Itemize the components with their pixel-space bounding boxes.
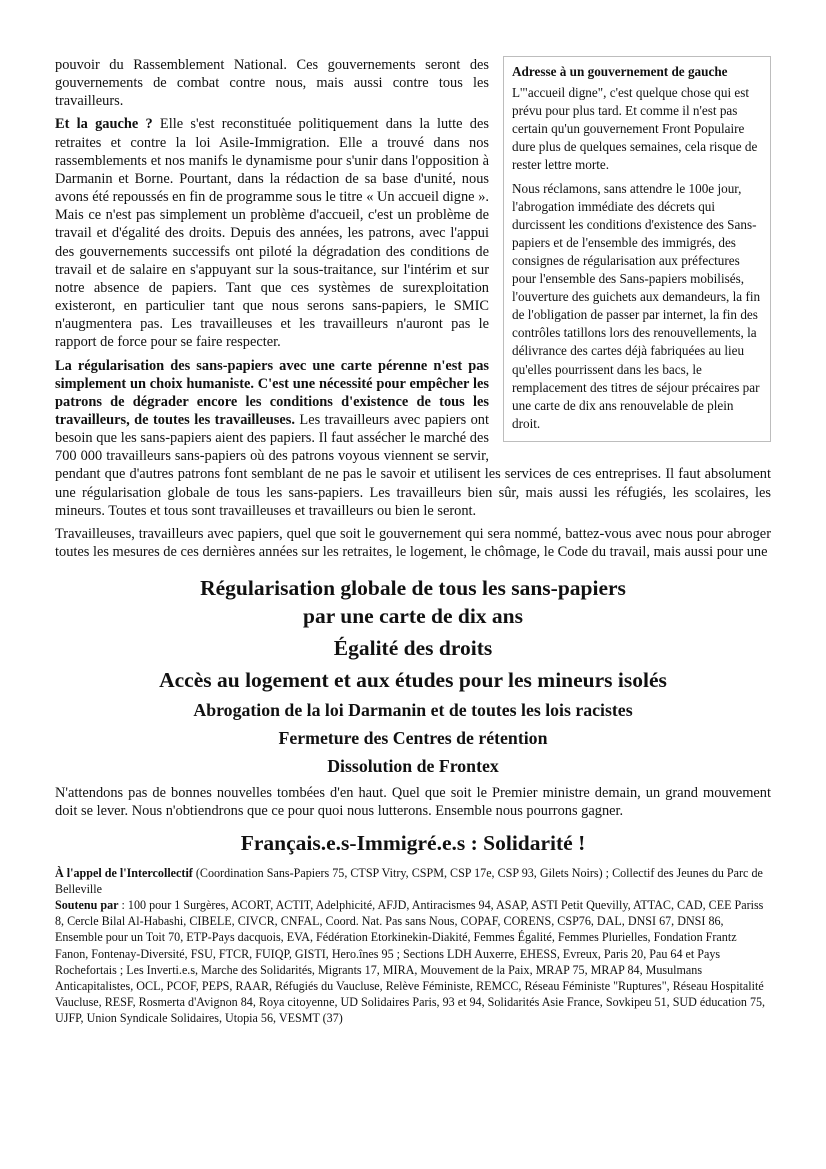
- paragraph-workers-call: Travailleuses, travailleurs avec papiers, quel que soit le gouvernement qui sera nommé, battez-vous avec nous pour abroger toutes les mesures de ces dernières années sur les retraites, le logement, le chômage, le Code du travail, mais aussi pour une: [55, 525, 771, 561]
- paragraph-regularisation-text: Les travailleurs avec papiers ont besoin que les sans-papiers aient des papiers. Il faut assécher le marché des 700 000 travailleurs sans-papiers où des patrons voyous viennent se servir, pendant que d'autres patrons font semblant de ne pas le savoir et utilisent les services de ces entreprises. Il faut absolument une régularisation globale de tous les sans-papiers. Les travailleurs bien sûr, mais aussi les réfugiés, les scolaires, les mineurs. Toutes et tous sont travailleuses et travailleurs ou bien le seront.: [55, 411, 771, 519]
- paragraph-intro: pouvoir du Rassemblement National. Ces gouvernements seront des gouvernements de combat contre nous, mais aussi contre tous les travailleurs.: [55, 57, 489, 110]
- solidarity-slogan: Français.e.s-Immigré.e.s : Solidarité !: [240, 830, 586, 855]
- sidebar-box-paragraph-2: Nous réclamons, sans attendre le 100e jour, l'abrogation immédiate des décrets qui durcissent les conditions d'existence des Sans-papiers et de l'ensemble des immigrés, des consignes de régularisation aux préfectures pour l'ensemble des Sans-papiers mobilisés, l'ouverture des guichets aux demandeurs, la fin de l'obligation de passer par internet, la fin des contrôles tatillons lors des renouvellements, la délivrance des cartes déjà fabriquées au lieu qu'elles pourrissent dans les bacs, le remplacement des titres de séjour précaires par une carte de dix ans renouvelable de plein droit.: [512, 180, 761, 431]
- demand-ten-year-card: par une carte de dix ans: [303, 604, 523, 629]
- sidebar-box-paragraph-1: L'"accueil digne", c'est quelque chose qui est prévu pour plus tard. Et comme il n'est pas certain qu'un gouvernement Front Populaire dure plus de quelques semaines, cela risque de rester lettre morte.: [512, 85, 758, 173]
- paragraph-left-text: Elle s'est reconstituée politiquement dans la lutte des retraites et contre la loi Asile-Immigration. Elle a trouvé dans nos rassemblements et nos manifs le dynamisme pour s'unir dans l'opposition à Darmanin et Borne. Pourtant, dans la rédaction de sa base d'unité, nous avons été repoussés en fin de programme sous le titre « Un accueil digne ». Mais ce n'est pas simplement un problème d'accueil, c'est un problème de travail et d'égalité des droits. Depuis des années, les patrons, avec l'appui des gouvernements successifs ont piloté la dégradation des conditions de travail et de salaire en s'appuyant sur la sous-traitance, sur l'intérim et sur notre absence de papiers. Tant que ces systèmes de surexploitation existeront, en particulier tant que nous serons sans-papiers, le SMIC n'augmentera pas. Les travailleuses et les travailleurs n'auront pas le rapport de force pour se faire respecter.: [55, 116, 489, 351]
- paragraph-regularisation-lead: La régularisation des sans-papiers avec une carte pérenne n'est pas simplement un choix humaniste. C'est une nécessité pour empêcher les patrons de dégrader encore les conditions d'existence de tous les travailleurs, de toutes les travailleuses.: [55, 357, 489, 428]
- demand-darmanin-law: Abrogation de la loi Darmanin et de toutes les lois racistes: [193, 700, 633, 721]
- document-page: [55, 56, 771, 1027]
- demand-frontex: Dissolution de Frontex: [327, 756, 499, 777]
- appeal-lead: À l'appel de l'Intercollectif: [55, 865, 193, 880]
- backed-by-text: : 100 pour 1 Surgères, ACORT, ACTIT, Adelphicité, AFJD, Antiracismes 94, ASAP, ASTI Petit Quevilly, ATTAC, CAD, CEE Pariss 8, Cercle Bilal Al-Habashi, CIBELE, CIVCR, CNFAL, Coord. Nat. Pas sans Nous, COPAF, CORENS, CSP76, DAL, DNSI 67, DNSI 86, Ensemble pour un Toit 70, ETP-Pays dacquois, EVA, Fédération Etorkinekin-Diakité, Femmes Égalité, Femmes Plurielles, Fondation Frantz Fanon, Fontenay-Diversité, FSU, FTCR, FUIQP, GISTI, Hero.înes 95 ; Sections LDH Auxerre, EHESS, Evreux, Paris 20, Pau 64 et Pays Rochefortais ; Les Inverti.e.s, Marche des Solidarités, Migrants 17, MIRA, Mouvement de la Paix, MRAP 75, MRAP 84, Musulmans Anticapitalistes, OCL, PCOF, PEPS, RAAR, Réfugiés du Vaucluse, Relève Féministe, REMCC, Réseau Féministe "Ruptures", Réseau Hospitalité Vaucluse, RESF, Rosmerta d'Avignon 84, Roya citoyenne, UD Solidaires Paris, 93 et 94, Solidarités Asie France, Sovkipeu 51, SUD éducation 75, UJFP, Union Syndicale Solidaires, Utopia 56, VESMT (37): [55, 897, 766, 1026]
- backed-by-lead: Soutenu par: [55, 897, 119, 912]
- appeal-line: [55, 865, 771, 897]
- paragraph-left-lead: Et la gauche ?: [55, 116, 153, 133]
- sidebar-box-title: Adresse à un gouvernement de gauche: [512, 64, 728, 79]
- sidebar-box-address: [503, 56, 771, 442]
- signatories: [55, 865, 771, 1027]
- appeal-text: (Coordination Sans-Papiers 75, CTSP Vitry, CSPM, CSP 17e, CSP 93, Gilets Noirs) ; Collectif des Jeunes du Parc de Belleville: [55, 865, 763, 896]
- backed-by-line: [55, 897, 771, 1027]
- demand-housing-minors: Accès au logement et aux études pour les mineurs isolés: [159, 668, 667, 693]
- demand-regularisation: Régularisation globale de tous les sans-papiers: [200, 576, 626, 601]
- demands-list: [55, 574, 771, 778]
- closing-paragraph: N'attendons pas de bonnes nouvelles tombées d'en haut. Quel que soit le Premier ministre demain, un grand mouvement doit se lever. Nous n'obtiendrons que ce pour quoi nous lutterons. Ensemble nous pourrons gagner.: [55, 785, 771, 820]
- demand-equal-rights: Égalité des droits: [333, 636, 493, 661]
- demand-detention-centres: Fermeture des Centres de rétention: [278, 728, 548, 749]
